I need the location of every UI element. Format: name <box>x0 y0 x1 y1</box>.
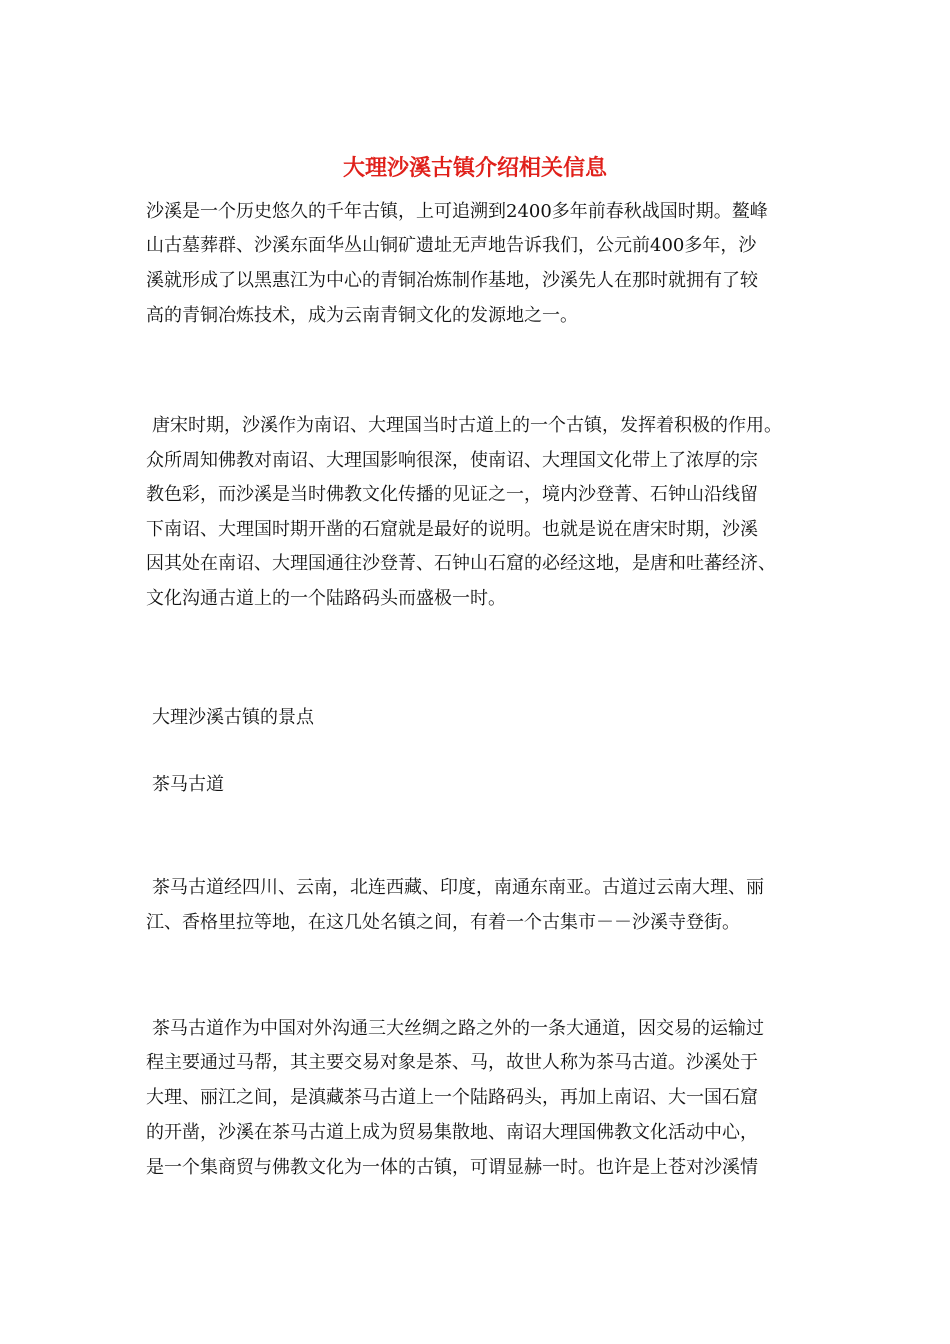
paragraph-1-line-2: 山古墓葬群、沙溪东面华丛山铜矿遗址无声地告诉我们，公元前400多年，沙 <box>146 235 757 256</box>
section-heading: 大理沙溪古镇的景点 <box>152 707 314 728</box>
paragraph-2-line-1: 唐宋时期，沙溪作为南诏、大理国当时古道上的一个古镇，发挥着积极的作用。 <box>152 415 782 436</box>
paragraph-3-line-1: 茶马古道经四川、云南，北连西藏、印度，南通东南亚。古道过云南大理、丽 <box>152 877 764 898</box>
paragraph-2-line-5: 因其处在南诏、大理国通往沙登菁、石钟山石窟的必经这地，是唐和吐蕃经济、 <box>146 553 776 574</box>
paragraph-1-line-3: 溪就形成了以黑惠江为中心的青铜冶炼制作基地，沙溪先人在那时就拥有了较 <box>146 270 758 291</box>
paragraph-1-line-4: 高的青铜冶炼技术，成为云南青铜文化的发源地之一。 <box>146 305 578 326</box>
paragraph-2-line-6: 文化沟通古道上的一个陆路码头而盛极一时。 <box>146 588 506 609</box>
paragraph-2-line-4: 下南诏、大理国时期开凿的石窟就是最好的说明。也就是说在唐宋时期，沙溪 <box>146 519 758 540</box>
paragraph-4-line-1: 茶马古道作为中国对外沟通三大丝绸之路之外的一条大通道，因交易的运输过 <box>152 1018 764 1039</box>
paragraph-3-line-2: 江、香格里拉等地，在这几处名镇之间，有着一个古集市－－沙溪寺登街。 <box>146 912 740 933</box>
subheading: 茶马古道 <box>152 774 224 795</box>
paragraph-4-line-2: 程主要通过马帮，其主要交易对象是茶、马，故世人称为茶马古道。沙溪处于 <box>146 1052 758 1073</box>
paragraph-4-line-4: 的开凿，沙溪在茶马古道上成为贸易集散地、南诏大理国佛教文化活动中心， <box>146 1122 758 1143</box>
paragraph-1-line-1: 沙溪是一个历史悠久的千年古镇，上可追溯到2400多年前春秋战国时期。鳌峰 <box>146 201 768 222</box>
document-title: 大理沙溪古镇介绍相关信息 <box>342 155 607 181</box>
paragraph-4-line-3: 大理、丽江之间，是滇藏茶马古道上一个陆路码头，再加上南诏、大一国石窟 <box>146 1087 758 1108</box>
paragraph-4-line-5: 是一个集商贸与佛教文化为一体的古镇，可谓显赫一时。也许是上苍对沙溪情 <box>146 1157 758 1178</box>
paragraph-2-line-3: 教色彩，而沙溪是当时佛教文化传播的见证之一，境内沙登菁、石钟山沿线留 <box>146 484 758 505</box>
paragraph-2-line-2: 众所周知佛教对南诏、大理国影响很深，使南诏、大理国文化带上了浓厚的宗 <box>146 450 758 471</box>
